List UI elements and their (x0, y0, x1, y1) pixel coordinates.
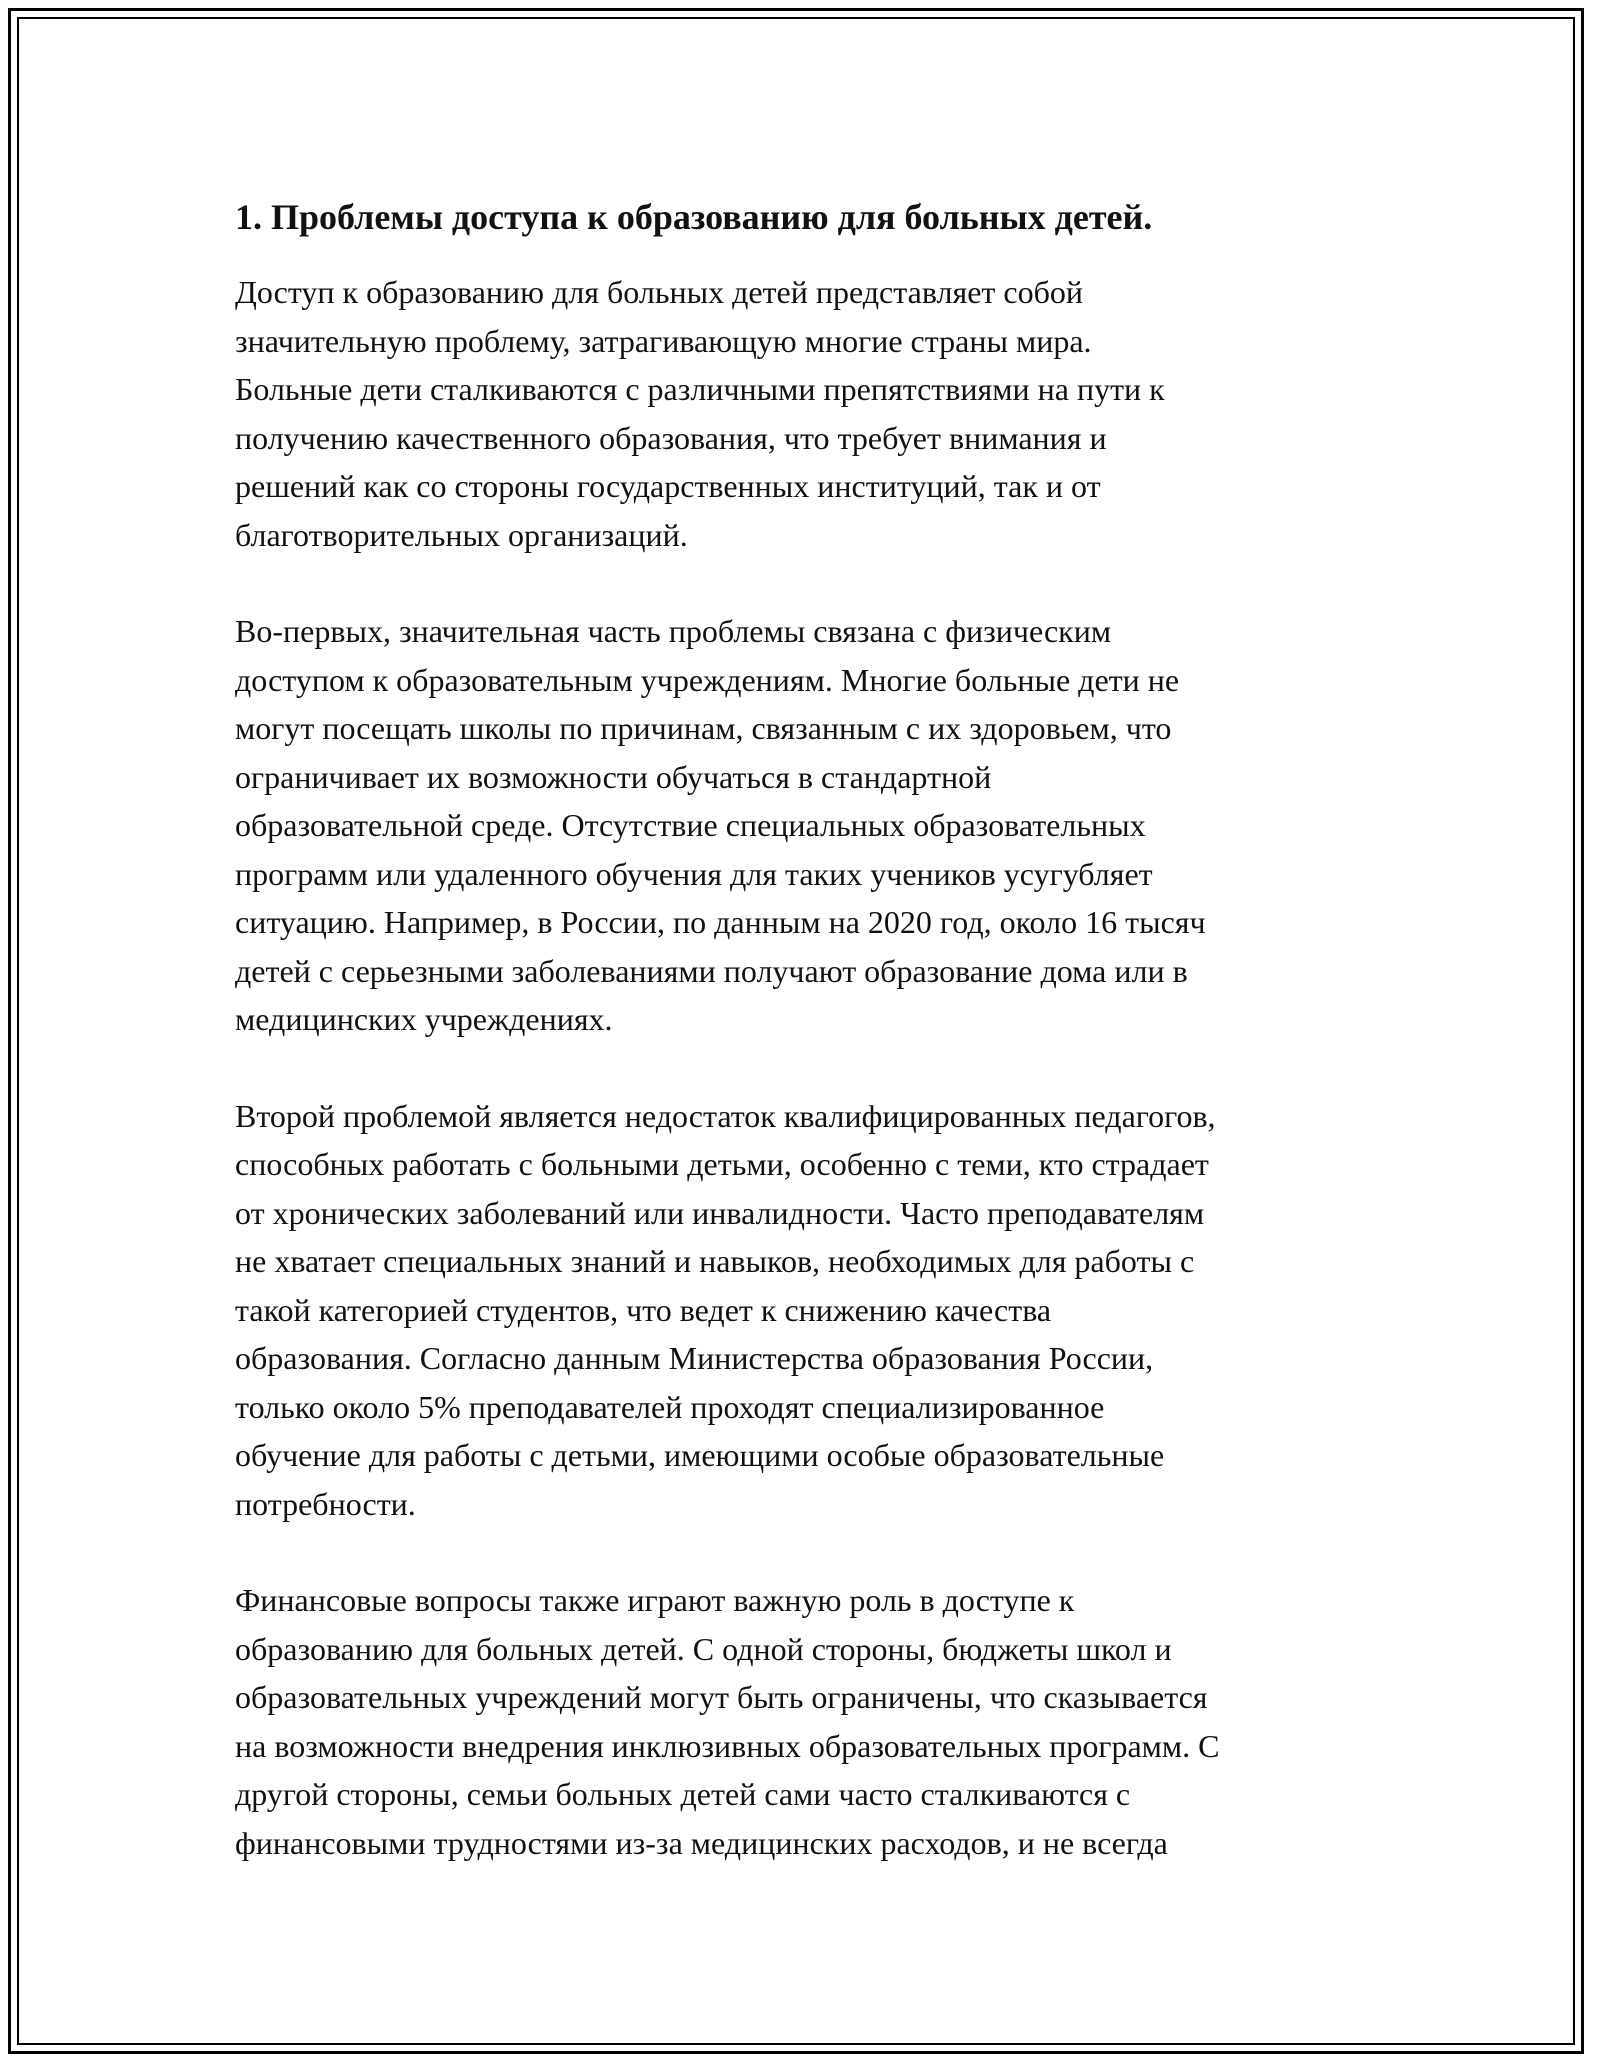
paragraph-line: образовательной среде. Отсутствие специальных образовательных (235, 807, 1146, 843)
paragraph-line: Больные дети сталкиваются с различными препятствиями на пути к (235, 371, 1165, 407)
paragraph-line: благотворительных организаций. (235, 516, 688, 553)
paragraph-line: образовательных учреждений могут быть ограничены, что сказывается (235, 1679, 1208, 1715)
paragraph-line: потребности. (235, 1485, 416, 1522)
paragraph-line: ситуацию. Например, в России, по данным на 2020 год, около 16 тысяч (235, 904, 1206, 940)
paragraph-line: способных работать с больными детьми, особенно с теми, кто страдает (235, 1146, 1209, 1182)
paragraph-line: Доступ к образованию для больных детей представляет собой (235, 274, 1083, 310)
paragraph-line: образования. Согласно данным Министерства образования России, (235, 1340, 1154, 1376)
paragraph-line: значительную проблему, затрагивающую многие страны мира. (235, 322, 1092, 359)
document-body (235, 188, 1395, 1915)
paragraph-intro (235, 268, 1395, 559)
paragraph-line: Финансовые вопросы также играют важную роль в доступе к (235, 1582, 1075, 1618)
paragraph-line: образованию для больных детей. С одной стороны, бюджеты школ и (235, 1630, 1172, 1667)
paragraph-line: Во-первых, значительная часть проблемы связана с физическим (235, 613, 1112, 649)
paragraph-line: другой стороны, семьи больных детей сами часто сталкиваются с (235, 1776, 1131, 1812)
paragraph-line: не хватает специальных знаний и навыков, необходимых для работы с (235, 1243, 1195, 1279)
paragraph-line: обучение для работы с детьми, имеющими особые образовательные (235, 1437, 1165, 1473)
section-heading: 1. Проблемы доступа к образованию для больных детей. (235, 197, 1153, 237)
paragraph-line: решений как со стороны государственных институций, так и от (235, 468, 1101, 504)
paragraph-line: программ или удаленного обучения для таких учеников усугубляет (235, 855, 1153, 892)
paragraph-line: получению качественного образования, что требует внимания и (235, 419, 1107, 456)
paragraph-line: только около 5% преподавателей проходят специализированное (235, 1388, 1105, 1425)
paragraph-line: ограничивает их возможности обучаться в стандартной (235, 758, 992, 795)
paragraph-physical-access (235, 607, 1395, 1044)
paragraph-line: могут посещать школы по причинам, связанным с их здоровьем, что (235, 710, 1172, 746)
paragraph-line: медицинских учреждениях. (235, 1001, 613, 1037)
paragraph-finance (235, 1576, 1395, 1867)
paragraph-line: на возможности внедрения инклюзивных образовательных программ. С (235, 1727, 1220, 1764)
paragraph-line: детей с серьезными заболеваниями получают образование дома или в (235, 952, 1188, 989)
paragraph-line: финансовыми трудностями из-за медицинских расходов, и не всегда (235, 1824, 1168, 1861)
paragraph-line: Второй проблемой является недостаток квалифицированных педагогов, (235, 1097, 1216, 1134)
paragraph-line: такой категорией студентов, что ведет к снижению качества (235, 1291, 1052, 1328)
paragraph-line: от хронических заболеваний или инвалидности. Часто преподавателям (235, 1194, 1205, 1231)
paragraph-teachers (235, 1092, 1395, 1529)
paragraph-line: доступом к образовательным учреждениям. Многие больные дети не (235, 661, 1180, 698)
